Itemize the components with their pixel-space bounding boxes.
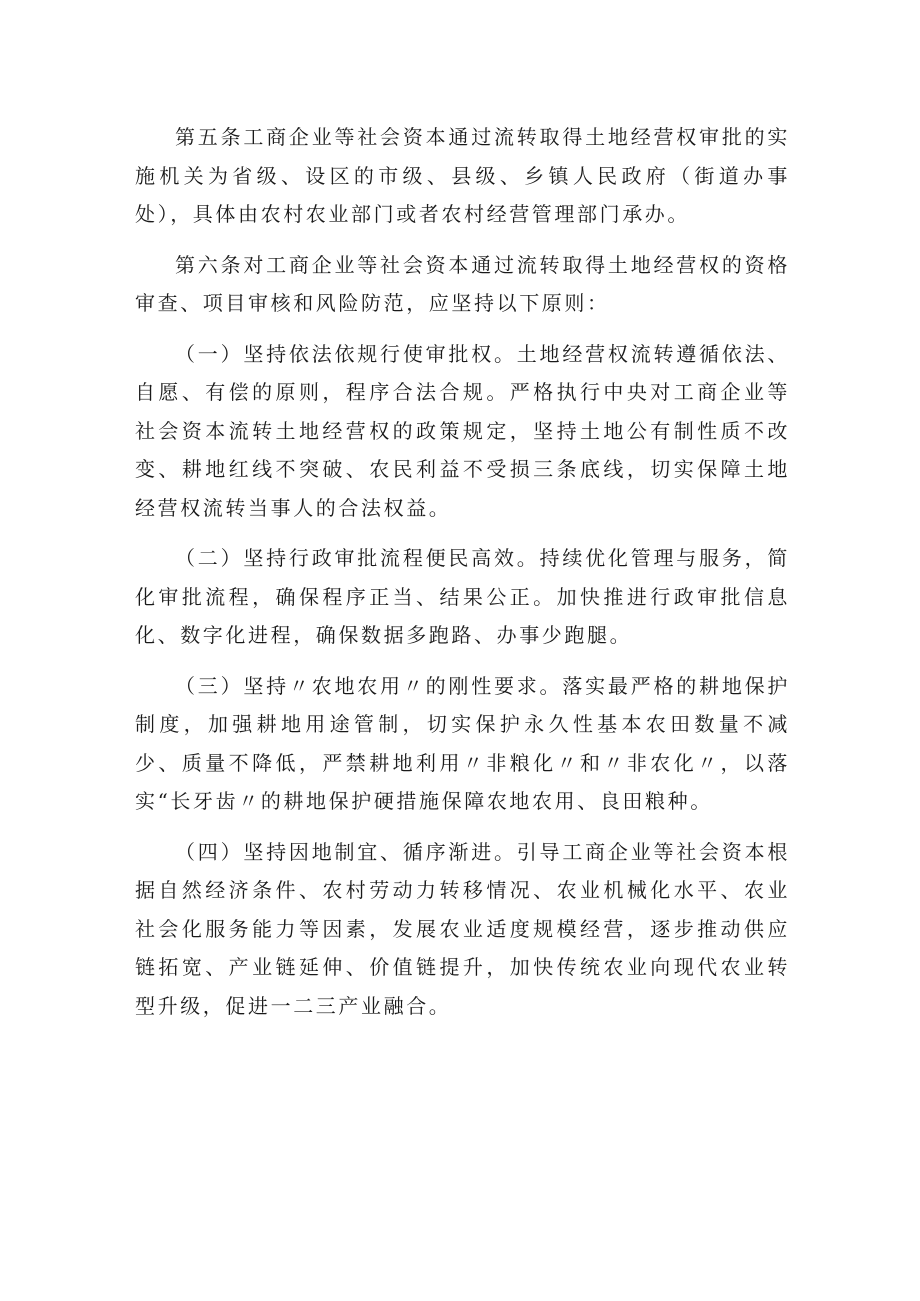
document-body <box>135 118 790 1037</box>
paragraph-principle-4: （四）坚持因地制宜、循序渐进。引导工商企业等社会资本根据自然经济条件、农村劳动力转移情况、农业机械化水平、农业社会化服务能力等因素，发展农业适度规模经营，逐步推动供应链拓宽、产业链延伸、价值链提升，加快传统农业向现代农业转型升级，促进一二三产业融合。 <box>135 839 790 1018</box>
paragraph-principle-2: （二）坚持行政审批流程便民高效。持续优化管理与服务，简化审批流程，确保程序正当、结果公正。加快推进行政审批信息化、数字化进程，确保数据多跑路、办事少跑腿。 <box>135 546 790 647</box>
paragraph-article-5: 第五条工商企业等社会资本通过流转取得土地经营权审批的实施机关为省级、设区的市级、县级、乡镇人民政府（街道办事处），具体由农村农业部门或者农村经营管理部门承办。 <box>135 125 790 226</box>
paragraph-principle-3: （三）坚持〃农地农用〃的刚性要求。落实最严格的耕地保护制度，加强耕地用途管制，切实保护永久性基本农田数量不减少、质量不降低，严禁耕地利用〃非粮化〃和〃非农化〃，以落实“长牙齿〃的耕地保护硬措施保障农地农用、良田粮种。 <box>135 673 790 813</box>
paragraph-article-6: 第六条对工商企业等社会资本通过流转取得土地经营权的资格审查、项目审核和风险防范，应坚持以下原则： <box>135 252 790 315</box>
paragraph-principle-1: （一）坚持依法依规行使审批权。土地经营权流转遵循依法、自愿、有偿的原则，程序合法合规。严格执行中央对工商企业等社会资本流转土地经营权的政策规定，坚持土地公有制性质不改变、耕地红线不突破、农民利益不受损三条底线，切实保障土地经营权流转当事人的合法权益。 <box>135 341 790 520</box>
